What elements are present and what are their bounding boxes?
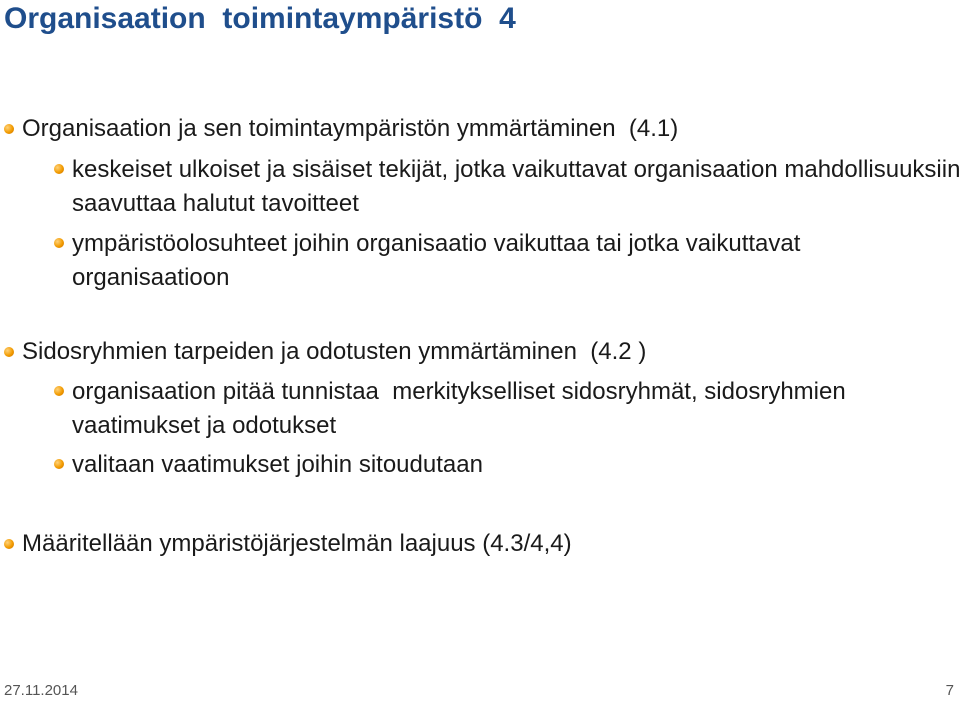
- bullet-item-2: [4, 335, 942, 369]
- bullet-dot-icon: [4, 347, 14, 357]
- bullet-dot-icon: [4, 539, 14, 549]
- bullet-dot-icon: [54, 164, 64, 174]
- sub-bullet-item-4: [54, 448, 960, 482]
- footer-date: 27.11.2014: [4, 682, 78, 699]
- bullet-dot-icon: [4, 124, 14, 134]
- sub-bullet-item-1: [54, 153, 960, 221]
- bullet-text: organisaation pitää tunnistaa merkitykselliset sidosryhmät, sidosryhmien vaatimukset ja odotukset: [72, 378, 853, 439]
- bullet-text: Organisaation ja sen toimintaympäristön ymmärtäminen (4.1): [22, 115, 679, 142]
- bullet-item-1: [4, 112, 942, 146]
- bullet-item-3: [4, 527, 942, 561]
- bullet-text: valitaan vaatimukset joihin sitoudutaan: [72, 451, 483, 478]
- bullet-text: Määritellään ympäristöjärjestelmän laajuus (4.3/4,4): [22, 530, 572, 557]
- page-number: 7: [945, 682, 954, 699]
- bullet-dot-icon: [54, 386, 64, 396]
- bullet-text: ympäristöolosuhteet joihin organisaatio vaikuttaa tai jotka vaikuttavat organisaatioon: [72, 230, 808, 291]
- sub-bullet-item-2: [54, 227, 960, 295]
- slide-title: Organisaation toimintaympäristö 4: [4, 2, 516, 35]
- bullet-dot-icon: [54, 459, 64, 469]
- bullet-dot-icon: [54, 238, 64, 248]
- bullet-text: keskeiset ulkoiset ja sisäiset tekijät, jotka vaikuttavat organisaation mahdollisuuksiin saavuttaa halutut tavoitteet: [72, 156, 960, 217]
- bullet-text: Sidosryhmien tarpeiden ja odotusten ymmärtäminen (4.2 ): [22, 338, 647, 365]
- sub-bullet-item-3: [54, 375, 960, 443]
